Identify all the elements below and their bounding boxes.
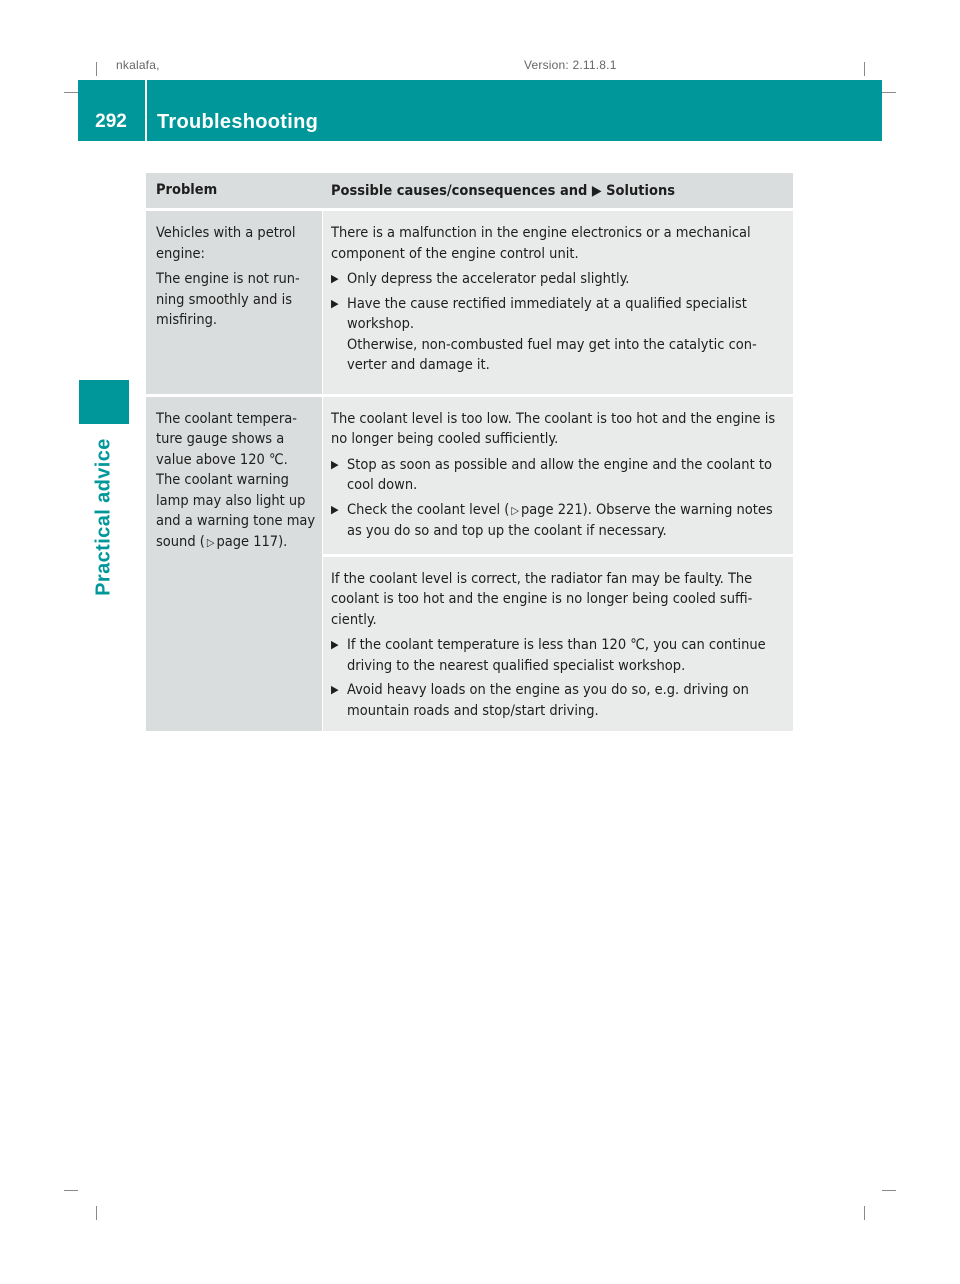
- cause-text: If the coolant level is correct, the radiator fan may be faulty. The coolant is too hot and the engine is no longer being cooled suffi-ciently.: [331, 570, 753, 628]
- crop-mark: [64, 1190, 78, 1191]
- solution-block: [323, 211, 793, 394]
- crop-mark: [64, 92, 78, 93]
- step-text: [347, 500, 789, 542]
- solution-cell: [323, 397, 793, 732]
- crop-mark: [96, 1206, 97, 1220]
- page-title: Troubleshooting: [157, 111, 319, 133]
- arrow-icon: ▶: [331, 502, 339, 516]
- step-text-part: Check the coolant level (: [347, 501, 510, 518]
- table-header: [146, 173, 793, 211]
- arrow-icon: ▶: [591, 183, 602, 199]
- step-text: Avoid heavy loads on the engine as you do so, e.g. driving on mountain roads and stop/start driving.: [347, 682, 749, 719]
- cause-text: There is a malfunction in the engine electronics or a mechanical component of the engine control unit.: [331, 225, 751, 262]
- step-note: Otherwise, non-combusted fuel may get into the catalytic con-verter and damage it.: [347, 336, 757, 373]
- solution-step: [331, 680, 789, 721]
- crop-mark: [882, 1190, 896, 1191]
- step-text: Only depress the accelerator pedal slightly.: [347, 271, 630, 287]
- side-tab-label: Practical advice: [92, 438, 115, 596]
- column-header-causes-label: Possible causes/consequences and: [331, 183, 588, 199]
- print-meta-left: nkalafa,: [116, 58, 160, 72]
- arrow-icon: ▶: [331, 638, 339, 651]
- column-header-problem: Problem: [156, 182, 218, 198]
- solution-step: [331, 269, 789, 290]
- column-header-solutions-label: Solutions: [606, 183, 675, 199]
- solution-step: [331, 455, 789, 496]
- page-ref-icon: ▷: [511, 503, 519, 517]
- problem-text: The engine is not run-ning smoothly and is misfiring.: [156, 271, 300, 328]
- print-meta-right: Version: 2.11.8.1: [524, 58, 617, 72]
- arrow-icon: ▶: [331, 296, 339, 310]
- arrow-icon: ▶: [331, 457, 339, 471]
- problem-cell: [146, 397, 323, 732]
- solution-step: [331, 500, 789, 542]
- cause-text: The coolant level is too low. The coolant is too hot and the engine is no longer being cooled sufficiently.: [331, 410, 776, 447]
- solution-cell: [323, 211, 793, 394]
- header-divider: [145, 80, 147, 141]
- crop-mark: [882, 92, 896, 93]
- solution-block: [323, 554, 793, 732]
- solution-step: [331, 294, 789, 376]
- crop-mark: [864, 1206, 865, 1220]
- page-ref-text[interactable]: page 117).: [216, 533, 288, 550]
- step-text-main: Have the cause rectified immediately at a qualified specialist workshop.: [347, 295, 747, 332]
- problem-text-part: The coolant tempera-ture gauge shows a value above 120 ℃. The coolant warning lamp may also light up and a warning tone may sound (: [156, 410, 316, 550]
- arrow-icon: ▶: [331, 683, 339, 696]
- crop-mark: [864, 62, 865, 76]
- problem-text: Vehicles with a petrol engine:: [156, 225, 296, 262]
- troubleshooting-table: [146, 173, 793, 734]
- page-number: 292: [95, 111, 127, 132]
- table-row: [146, 211, 793, 397]
- solution-block: [323, 397, 793, 554]
- table-row: [146, 397, 793, 735]
- problem-cell: [146, 211, 323, 394]
- column-header-causes: [323, 173, 793, 208]
- side-tab-marker: [79, 380, 129, 424]
- arrow-icon: ▶: [331, 272, 339, 285]
- step-text: If the coolant temperature is less than 120 ℃, you can continue driving to the nearest qualified specialist workshop.: [347, 637, 766, 674]
- problem-text: [156, 409, 316, 554]
- step-text: [347, 294, 789, 376]
- crop-mark: [96, 62, 97, 76]
- step-text: Stop as soon as possible and allow the engine and the coolant to cool down.: [347, 456, 772, 493]
- page-ref-icon: ▷: [206, 535, 215, 549]
- page-ref-text[interactable]: page 221). Observe the warning notes as you do so and top up the coolant if necessary.: [347, 501, 773, 539]
- solution-step: [331, 635, 789, 676]
